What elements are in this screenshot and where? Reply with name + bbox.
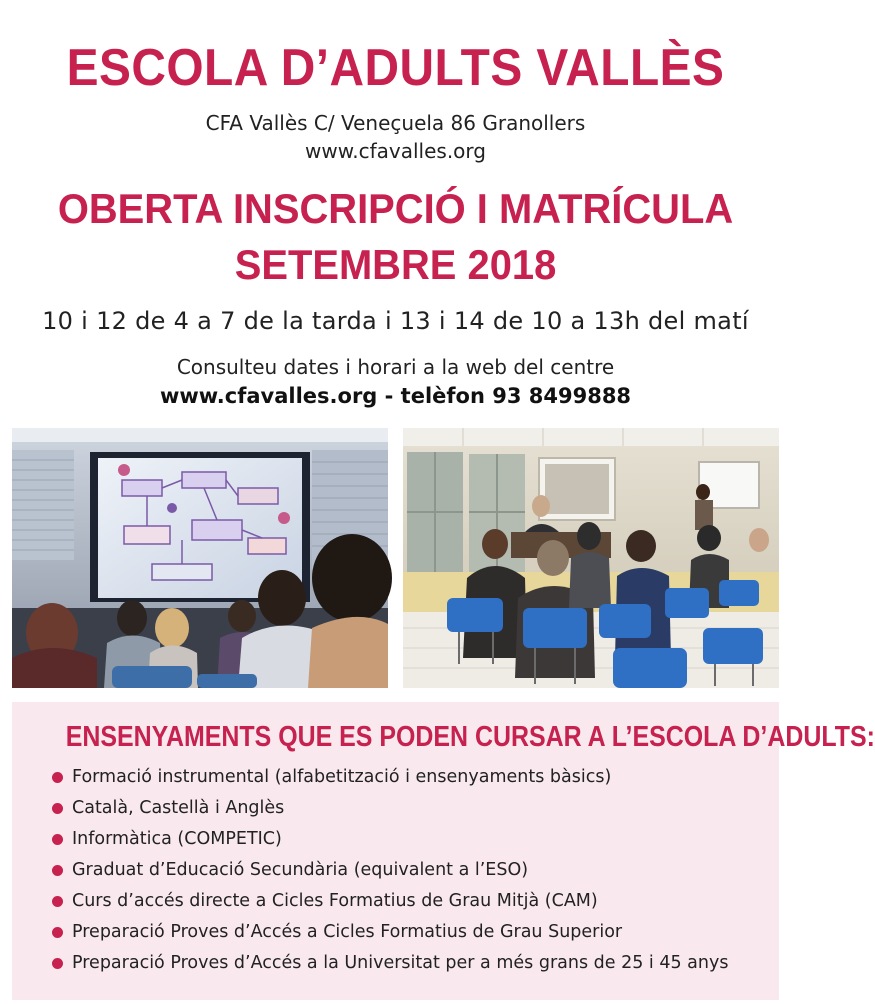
- course-item: [52, 793, 728, 824]
- bullet-icon: [52, 834, 63, 845]
- bullet-icon: [52, 896, 63, 907]
- bullet-icon: [52, 772, 63, 783]
- bullet-icon: [52, 865, 63, 876]
- course-item-label: Informàtica (COMPETIC): [72, 829, 282, 849]
- bullet-icon: [52, 803, 63, 814]
- bullet-icon: [52, 958, 63, 969]
- course-item: [52, 824, 728, 855]
- courses-list: [52, 762, 728, 979]
- course-item: [52, 762, 728, 793]
- course-item-label: Formació instrumental (alfabetització i ensenyaments bàsics): [72, 767, 612, 787]
- consult-note: Consulteu dates i horari a la web del centre: [176, 355, 615, 379]
- course-item: [52, 917, 728, 948]
- course-item-label: Preparació Proves d’Accés a la Universitat per a més grans de 25 i 45 anys: [72, 953, 729, 973]
- course-item: [52, 886, 728, 917]
- school-website: www.cfavalles.org: [305, 139, 486, 163]
- courses-panel: [12, 702, 875, 1000]
- school-title: ESCOLA D’ADULTS VALLÈS: [66, 39, 725, 97]
- enrollment-schedule: 10 i 12 de 4 a 7 de la tarda i 13 i 14 de 10 a 13h del matí: [42, 307, 749, 335]
- classroom-students-photo: [403, 428, 779, 688]
- course-item-label: Graduat d’Educació Secundària (equivalent a l’ESO): [72, 860, 529, 880]
- course-item-label: Preparació Proves d’Accés a Cicles Formatius de Grau Superior: [72, 922, 623, 942]
- classroom-projection-photo: [12, 428, 388, 688]
- enrollment-heading: OBERTA INSCRIPCIÓ I MATRÍCULA: [57, 185, 734, 232]
- contact-line: www.cfavalles.org - telèfon 93 8499888: [159, 384, 632, 408]
- school-address: CFA Vallès C/ Veneçuela 86 Granollers: [205, 111, 586, 135]
- course-item: [52, 855, 728, 886]
- course-item-label: Català, Castellà i Anglès: [72, 798, 285, 818]
- bullet-icon: [52, 927, 63, 938]
- course-item: [52, 948, 728, 979]
- courses-heading: ENSENYAMENTS QUE ES PODEN CURSAR A L’ESCOLA D’ADULTS:: [65, 721, 875, 753]
- enrollment-date-heading: SETEMBRE 2018: [234, 241, 557, 288]
- course-item-label: Curs d’accés directe a Cicles Formatius de Grau Mitjà (CAM): [72, 891, 598, 911]
